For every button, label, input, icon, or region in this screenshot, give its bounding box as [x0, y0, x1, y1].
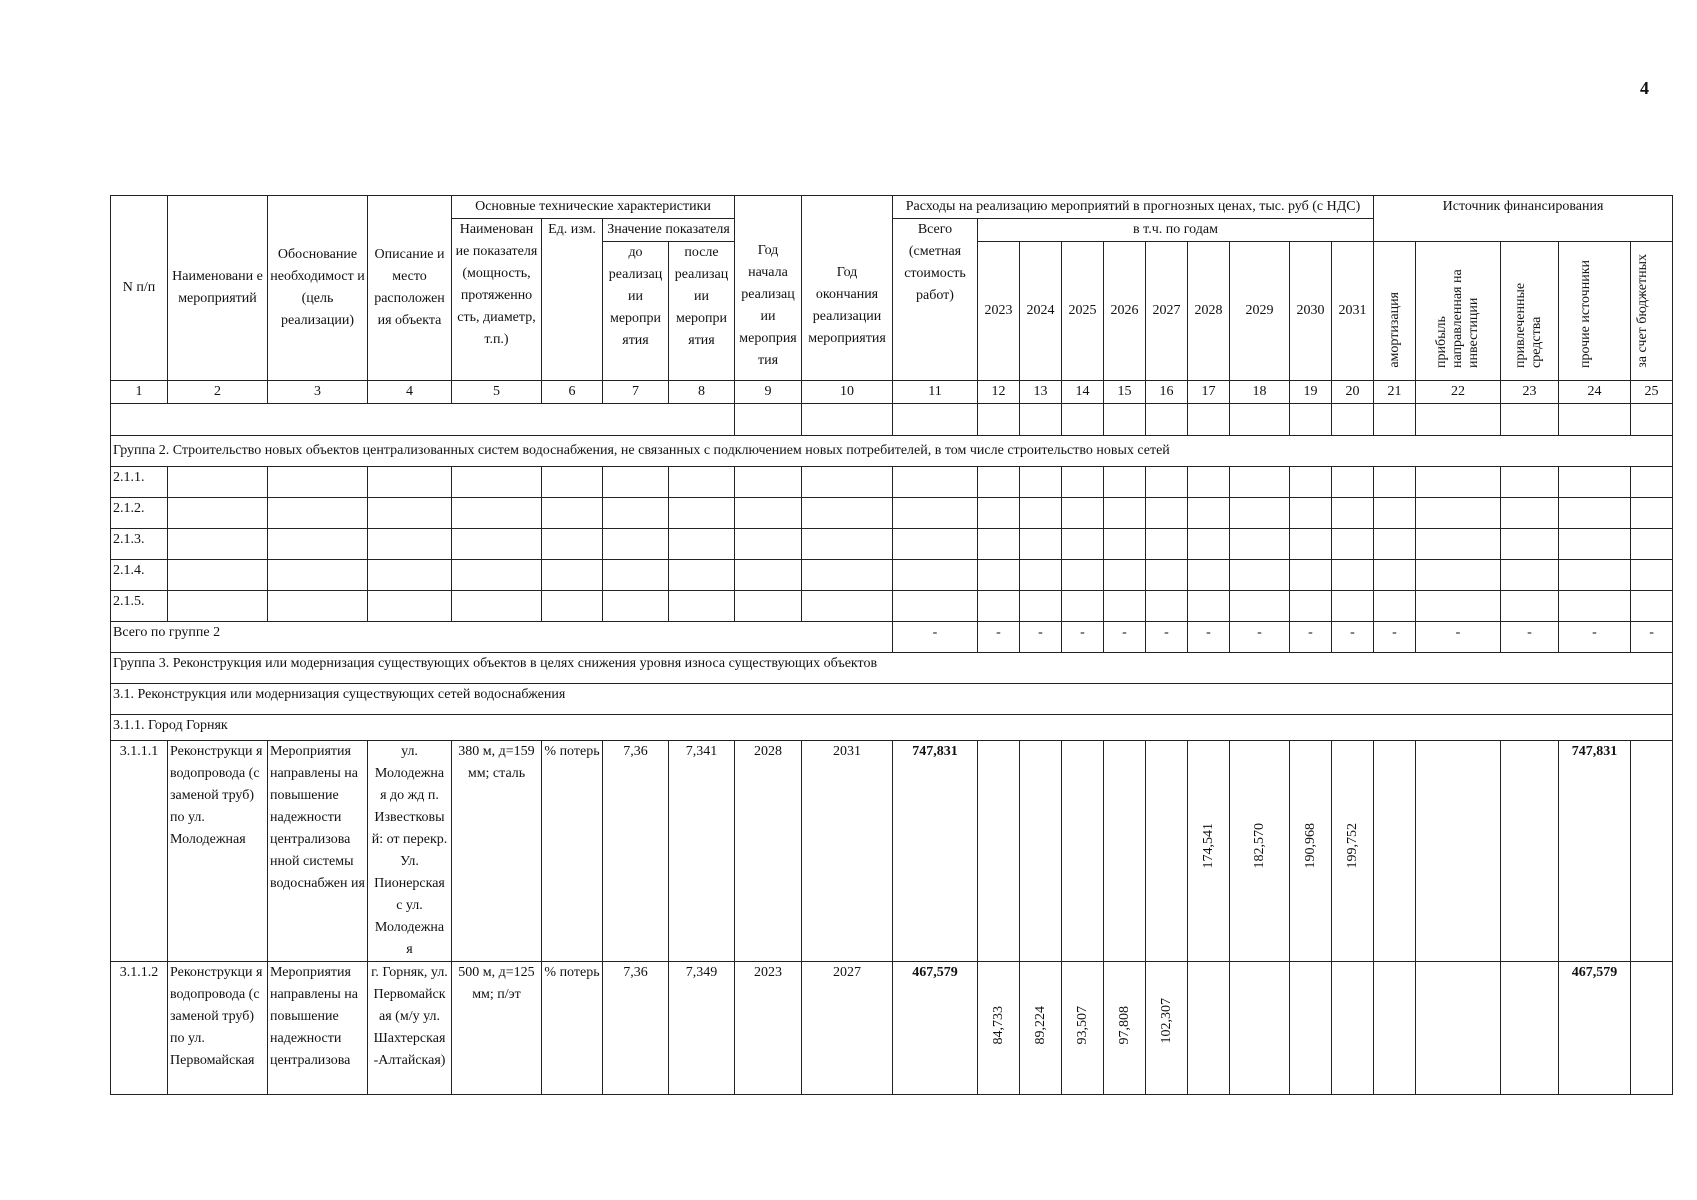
header-before: до реализац ии меропри ятия: [603, 242, 669, 381]
col-number: 8: [669, 381, 735, 404]
dash: -: [978, 622, 1020, 653]
row-year-2028: 174,541: [1188, 741, 1230, 962]
col-number: 24: [1559, 381, 1631, 404]
col-number: 20: [1332, 381, 1374, 404]
row-funding-amortization: [1374, 741, 1416, 962]
empty-row: [111, 404, 1673, 436]
header-unit: Ед. изм.: [542, 219, 603, 381]
col-number: 9: [735, 381, 802, 404]
dash: -: [1290, 622, 1332, 653]
item-number: 2.1.2.: [111, 498, 168, 529]
group-2-item-row: [111, 498, 1673, 529]
investment-program-table: [110, 195, 1673, 1095]
item-number: 2.1.4.: [111, 560, 168, 591]
dash: -: [1146, 622, 1188, 653]
header-year-2023: 2023: [978, 242, 1020, 381]
row-funding-attracted: [1501, 962, 1559, 1095]
col-number: 17: [1188, 381, 1230, 404]
dash: -: [1416, 622, 1501, 653]
header-year-2031: 2031: [1332, 242, 1374, 381]
dash: -: [1230, 622, 1290, 653]
header-year-2029: 2029: [1230, 242, 1290, 381]
item-number: 2.1.3.: [111, 529, 168, 560]
header-year-2026: 2026: [1104, 242, 1146, 381]
group-3-title: Группа 3. Реконструкция или модернизация существующих объектов в целях снижения уровня износа существующих объектов: [111, 653, 1673, 684]
row-funding-budget: [1631, 741, 1673, 962]
dash: -: [1188, 622, 1230, 653]
col-number: 23: [1501, 381, 1559, 404]
header-funding-other: прочие источники: [1559, 242, 1631, 381]
row-total: 467,579: [893, 962, 978, 1095]
row-indicator: 380 м, д=159 мм; сталь: [452, 741, 542, 962]
header-funding-profit: прибыль направленная на инвестиции: [1416, 242, 1501, 381]
col-number: 22: [1416, 381, 1501, 404]
row-total: 747,831: [893, 741, 978, 962]
col-number: 1: [111, 381, 168, 404]
group-3-subsection: 3.1. Реконструкция или модернизация существующих сетей водоснабжения: [111, 684, 1673, 715]
header-year-2025: 2025: [1062, 242, 1104, 381]
col-number: 2: [168, 381, 268, 404]
row-year-2028: [1188, 962, 1230, 1095]
dash: -: [1631, 622, 1673, 653]
header-num: N п/п: [111, 196, 168, 381]
column-numbers-row: [111, 381, 1673, 404]
group-3-title-row: [111, 653, 1673, 684]
header-funding-attracted: привлеченные средства: [1501, 242, 1559, 381]
col-number: 15: [1104, 381, 1146, 404]
header-funding: Источник финансирования: [1374, 196, 1673, 242]
group-2-item-row: [111, 467, 1673, 498]
row-year-2031: [1332, 962, 1374, 1095]
row-year-2024: 89,224: [1020, 962, 1062, 1095]
col-number: 13: [1020, 381, 1062, 404]
row-end-year: 2031: [802, 741, 893, 962]
row-unit: % потерь: [542, 741, 603, 962]
row-year-2026: [1104, 741, 1146, 962]
table-row: [111, 741, 1673, 962]
header-funding-budget: за счет бюджетных: [1631, 242, 1673, 381]
col-number: 7: [603, 381, 669, 404]
group-2-item-row: [111, 529, 1673, 560]
row-before: 7,36: [603, 741, 669, 962]
row-funding-budget: [1631, 962, 1673, 1095]
row-unit: % потерь: [542, 962, 603, 1095]
row-year-2025: 93,507: [1062, 962, 1104, 1095]
row-funding-amortization: [1374, 962, 1416, 1095]
header-value: Значение показателя: [603, 219, 735, 242]
item-number: 2.1.5.: [111, 591, 168, 622]
row-location: г. Горняк, ул. Первомайск ая (м/у ул. Шахтерская -Алтайская): [368, 962, 452, 1095]
col-number: 25: [1631, 381, 1673, 404]
row-year-2025: [1062, 741, 1104, 962]
col-number: 11: [893, 381, 978, 404]
row-number: 3.1.1.1: [111, 741, 168, 962]
row-year-2027: 102,307: [1146, 962, 1188, 1095]
row-year-2023: [978, 741, 1020, 962]
row-funding-other: 747,831: [1559, 741, 1631, 962]
row-before: 7,36: [603, 962, 669, 1095]
group-2-title-row: [111, 436, 1673, 467]
item-number: 2.1.1.: [111, 467, 168, 498]
dash: -: [1501, 622, 1559, 653]
dash: -: [1104, 622, 1146, 653]
row-year-2026: 97,808: [1104, 962, 1146, 1095]
col-number: 19: [1290, 381, 1332, 404]
group-3-sub2-row: [111, 715, 1673, 741]
col-number: 21: [1374, 381, 1416, 404]
group-2-item-row: [111, 591, 1673, 622]
header-row-1: [111, 196, 1673, 219]
header-costs: Расходы на реализацию мероприятий в прогнозных ценах, тыс. руб (с НДС): [893, 196, 1374, 219]
row-funding-profit: [1416, 962, 1501, 1095]
dash: -: [1374, 622, 1416, 653]
col-number: 6: [542, 381, 603, 404]
header-name: Наименовани е мероприятий: [168, 196, 268, 381]
group-2-item-row: [111, 560, 1673, 591]
row-year-2029: [1230, 962, 1290, 1095]
row-reason: Мероприятия направлены на повышение надежности централизова: [268, 962, 368, 1095]
row-year-2027: [1146, 741, 1188, 962]
col-number: 3: [268, 381, 368, 404]
row-after: 7,341: [669, 741, 735, 962]
header-tech: Основные технические характеристики: [452, 196, 735, 219]
col-number: 16: [1146, 381, 1188, 404]
header-after: после реализац ии меропри ятия: [669, 242, 735, 381]
col-number: 18: [1230, 381, 1290, 404]
col-number: 4: [368, 381, 452, 404]
dash: -: [1559, 622, 1631, 653]
group-2-title: Группа 2. Строительство новых объектов централизованных систем водоснабжения, не связанных с подключением новых потребителей, в том числе строительство новых сетей: [111, 436, 1673, 467]
table-row: [111, 962, 1673, 1095]
dash: -: [1020, 622, 1062, 653]
group-3-city: 3.1.1. Город Горняк: [111, 715, 1673, 741]
header-year-2028: 2028: [1188, 242, 1230, 381]
row-name: Реконструкци я водопровода (с заменой труб) по ул. Молодежная: [168, 741, 268, 962]
group-3-sub1-row: [111, 684, 1673, 715]
row-end-year: 2027: [802, 962, 893, 1095]
row-year-2031: 199,752: [1332, 741, 1374, 962]
header-funding-amortization: амортизация: [1374, 242, 1416, 381]
row-year-2030: 190,968: [1290, 741, 1332, 962]
header-indicator: Наименован ие показателя (мощность, протяженно сть, диаметр, т.п.): [452, 219, 542, 381]
row-year-2024: [1020, 741, 1062, 962]
row-location: ул. Молодежна я до жд п. Известковы й: от перекр. Ул. Пионерская с ул. Молодежна я: [368, 741, 452, 962]
header-total-cost: Всего (сметная стоимость работ): [893, 219, 978, 381]
dash: -: [1062, 622, 1104, 653]
row-name: Реконструкци я водопровода (с заменой труб) по ул. Первомайская: [168, 962, 268, 1095]
header-year-2024: 2024: [1020, 242, 1062, 381]
col-number: 14: [1062, 381, 1104, 404]
header-year-2030: 2030: [1290, 242, 1332, 381]
row-start-year: 2028: [735, 741, 802, 962]
row-start-year: 2023: [735, 962, 802, 1095]
header-reason: Обоснование необходимост и (цель реализации): [268, 196, 368, 381]
row-number: 3.1.1.2: [111, 962, 168, 1095]
group-2-total-label: Всего по группе 2: [111, 622, 893, 653]
header-location: Описание и место расположен ия объекта: [368, 196, 452, 381]
col-number: 12: [978, 381, 1020, 404]
header-end-year: Год окончания реализации мероприятия: [802, 196, 893, 381]
row-year-2030: [1290, 962, 1332, 1095]
row-funding-attracted: [1501, 741, 1559, 962]
header-year-2027: 2027: [1146, 242, 1188, 381]
row-indicator: 500 м, д=125 мм; п/эт: [452, 962, 542, 1095]
col-number: 10: [802, 381, 893, 404]
row-funding-other: 467,579: [1559, 962, 1631, 1095]
header-start-year: Год начала реализац ии мероприя тия: [735, 196, 802, 381]
dash: -: [893, 622, 978, 653]
row-year-2023: 84,733: [978, 962, 1020, 1095]
row-year-2029: 182,570: [1230, 741, 1290, 962]
row-after: 7,349: [669, 962, 735, 1095]
page-number: 4: [1640, 78, 1649, 98]
row-reason: Мероприятия направлены на повышение надежности централизова нной системы водоснабжен ия: [268, 741, 368, 962]
group-2-total-row: [111, 622, 1673, 653]
row-funding-profit: [1416, 741, 1501, 962]
header-by-years: в т.ч. по годам: [978, 219, 1374, 242]
col-number: 5: [452, 381, 542, 404]
dash: -: [1332, 622, 1374, 653]
